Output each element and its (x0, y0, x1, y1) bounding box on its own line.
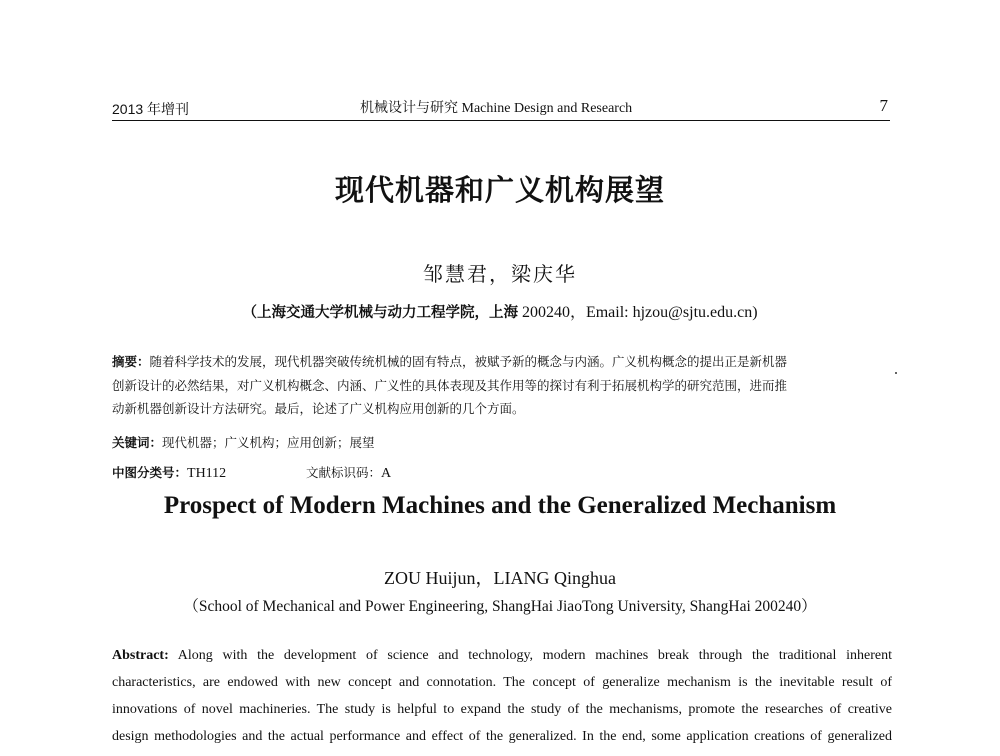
affiliation-email: 200240，Email: hjzou@sjtu.edu.cn) (517, 304, 758, 321)
abstract-line: characteristics, are endowed with new concept and connotation. The concept of generalize mechanism is the inevitable result of (112, 675, 892, 690)
abstract-line: Abstract: Along with the development of science and technology, modern machines break through the traditional inherent (112, 648, 892, 663)
abstract-line: 创新设计的必然结果，对广义机构概念、内涵、广义性的具体表现及其作用等的探讨有利于拓展机构学的研究范围，进而推 (112, 377, 788, 393)
english-affiliation: （School of Mechanical and Power Engineering, ShangHai JiaoTong University, ShangHai 200240） (183, 598, 817, 615)
keywords-text: 现代机器；广义机构；应用创新；展望 (162, 435, 375, 450)
chinese-affiliation (0, 299, 1000, 322)
document-code (306, 463, 391, 484)
abstract-line: design methodologies and the actual performance and effect of the generalized. In the end, some application creations of generalized (112, 729, 892, 744)
abstract-label: 摘要： (112, 354, 150, 369)
english-authors: ZOU Huijun，LIANG Qinghua (384, 568, 616, 588)
affiliation-cn-text: 上海交通大学机械与动力工程学院，上海 (256, 305, 518, 321)
class-code: TH112 (187, 466, 227, 481)
doc-code-value: A (381, 466, 392, 481)
class-label: 中图分类号： (112, 465, 188, 480)
page-number: 7 (879, 96, 888, 115)
doc-code-label: 文献标识码： (306, 465, 382, 480)
running-head (112, 98, 890, 121)
classification-line (112, 463, 892, 484)
affiliation-open-paren: （ (242, 305, 257, 321)
abstract-line: innovations of novel machineries. The study is helpful to expand the study of the mechanisms, promote the researches of creative (112, 702, 892, 717)
english-title: Prospect of Modern Machines and the Generalized Mechanism (163, 492, 837, 519)
journal-name: 机械设计与研究 Machine Design and Research (360, 101, 633, 116)
abstract-line: 动新机器创新设计方法研究。最后，论述了广义机构应用创新的几个方面。 (112, 401, 525, 416)
chinese-authors: 邹慧君，梁庆华 (423, 262, 577, 286)
chinese-title: 现代机器和广义机构展望 (334, 173, 665, 207)
scan-speck (895, 372, 897, 374)
chinese-abstract (112, 350, 892, 421)
abstract-line: 摘要：随着科学技术的发展，现代机器突破传统机械的固有特点，被赋予新的概念与内涵。广义机构概念的提出正是新机器 (112, 354, 788, 369)
keywords-label: 关键词： (112, 435, 163, 450)
journal-issue: 2013 年增刊 (112, 101, 190, 117)
chinese-keywords (112, 433, 892, 453)
english-abstract (112, 642, 892, 750)
abstract-label: Abstract: (112, 648, 169, 663)
